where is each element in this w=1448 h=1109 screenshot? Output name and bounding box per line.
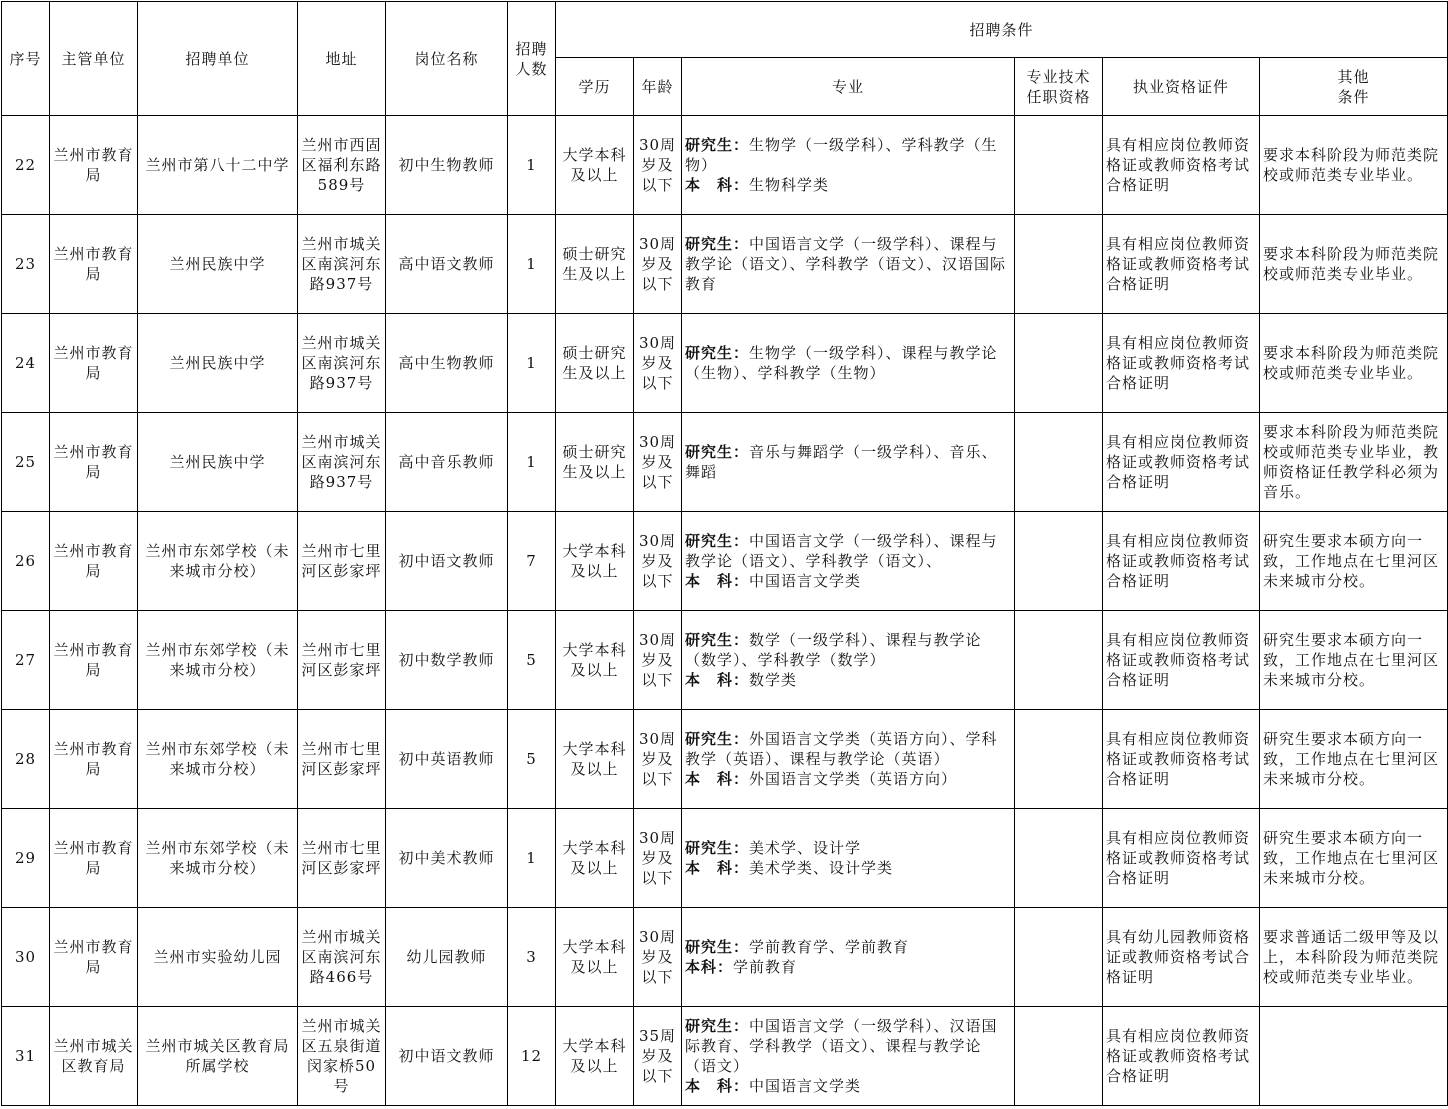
cell-dept: 兰州市教育局	[50, 512, 138, 611]
col-header-count-line2: 人数	[515, 59, 548, 78]
cell-position: 初中美术教师	[386, 809, 508, 908]
col-header-conditions: 招聘条件	[556, 2, 1448, 58]
cell-cert: 具有相应岗位教师资格证或教师资格考试合格证明	[1103, 1007, 1260, 1106]
cell-cert: 具有相应岗位教师资格证或教师资格考试合格证明	[1103, 512, 1260, 611]
cell-seq: 28	[2, 710, 50, 809]
cell-position: 初中语文教师	[386, 1007, 508, 1106]
cell-edu: 大学本科及以上	[556, 611, 634, 710]
cell-count: 12	[508, 1007, 556, 1106]
major-line-text: 学前教育学、学前教育	[749, 938, 910, 956]
table-row	[2, 116, 1448, 215]
cell-dept: 兰州市教育局	[50, 611, 138, 710]
major-line-label: 本 科：	[685, 572, 750, 590]
major-line	[685, 175, 1011, 195]
cell-unit: 兰州市东郊学校（未来城市分校）	[138, 611, 298, 710]
table-row	[2, 215, 1448, 314]
cell-count: 5	[508, 611, 556, 710]
major-line-label: 本科：	[685, 958, 734, 976]
cell-major	[682, 1007, 1015, 1106]
cell-unit: 兰州市东郊学校（未来城市分校）	[138, 710, 298, 809]
major-line	[685, 838, 1011, 858]
cell-unit: 兰州市东郊学校（未来城市分校）	[138, 809, 298, 908]
major-line	[685, 729, 1011, 769]
cell-other: 研究生要求本硕方向一致，工作地点在七里河区未来城市分校。	[1260, 611, 1448, 710]
cell-seq: 26	[2, 512, 50, 611]
major-line-label: 研究生：	[685, 235, 750, 253]
table-row	[2, 1007, 1448, 1106]
major-line-label: 本 科：	[685, 671, 750, 689]
major-line-label: 研究生：	[685, 443, 750, 461]
cell-title-req	[1015, 710, 1103, 809]
table-row	[2, 314, 1448, 413]
major-line-text: 数学类	[749, 671, 798, 689]
cell-other: 研究生要求本硕方向一致，工作地点在七里河区未来城市分校。	[1260, 512, 1448, 611]
major-line	[685, 1016, 1011, 1076]
major-line	[685, 769, 1011, 789]
cell-major	[682, 512, 1015, 611]
cell-count: 3	[508, 908, 556, 1007]
cell-position: 高中语文教师	[386, 215, 508, 314]
cell-dept: 兰州市教育局	[50, 116, 138, 215]
major-line	[685, 531, 1011, 571]
major-line-text: 音乐与舞蹈学（一级学科）、音乐、舞蹈	[685, 443, 998, 481]
cell-address: 兰州市西固区福利东路589号	[298, 116, 386, 215]
header-row-top	[2, 2, 1448, 58]
cell-unit: 兰州市东郊学校（未来城市分校）	[138, 512, 298, 611]
cell-edu: 大学本科及以上	[556, 116, 634, 215]
cell-count: 1	[508, 215, 556, 314]
cell-age: 30周岁及以下	[634, 809, 682, 908]
cell-age: 30周岁及以下	[634, 116, 682, 215]
cell-count: 1	[508, 116, 556, 215]
major-line-text: 中国语言文学类	[749, 572, 862, 590]
major-line-label: 研究生：	[685, 1017, 750, 1035]
cell-age: 30周岁及以下	[634, 611, 682, 710]
cell-major	[682, 314, 1015, 413]
cell-age: 30周岁及以下	[634, 512, 682, 611]
col-header-other	[1260, 58, 1448, 116]
major-line	[685, 858, 1011, 878]
cell-title-req	[1015, 116, 1103, 215]
cell-edu: 硕士研究生及以上	[556, 413, 634, 512]
cell-unit: 兰州民族中学	[138, 413, 298, 512]
major-line-text: 美术学类、设计学类	[749, 859, 894, 877]
major-line-label: 研究生：	[685, 532, 750, 550]
cell-other: 要求本科阶段为师范类院校或师范类专业毕业。	[1260, 215, 1448, 314]
cell-other: 研究生要求本硕方向一致，工作地点在七里河区未来城市分校。	[1260, 710, 1448, 809]
cell-position: 初中生物教师	[386, 116, 508, 215]
cell-count: 1	[508, 809, 556, 908]
cell-seq: 25	[2, 413, 50, 512]
cell-major	[682, 908, 1015, 1007]
cell-edu: 硕士研究生及以上	[556, 215, 634, 314]
major-line	[685, 957, 1011, 977]
cell-seq: 30	[2, 908, 50, 1007]
major-line-label: 研究生：	[685, 344, 750, 362]
cell-title-req	[1015, 809, 1103, 908]
cell-seq: 27	[2, 611, 50, 710]
cell-major	[682, 413, 1015, 512]
cell-age: 30周岁及以下	[634, 215, 682, 314]
cell-address: 兰州市城关区南滨河东路937号	[298, 215, 386, 314]
cell-other: 要求本科阶段为师范类院校或师范类专业毕业。	[1260, 314, 1448, 413]
col-header-unit: 招聘单位	[138, 2, 298, 116]
major-line-text: 中国语言文学类	[749, 1077, 862, 1095]
major-line-label: 研究生：	[685, 730, 750, 748]
major-line-label: 研究生：	[685, 631, 750, 649]
major-line	[685, 571, 1011, 591]
cell-major	[682, 611, 1015, 710]
cell-seq: 31	[2, 1007, 50, 1106]
cell-address: 兰州市七里河区彭家坪	[298, 611, 386, 710]
cell-cert: 具有相应岗位教师资格证或教师资格考试合格证明	[1103, 413, 1260, 512]
major-line-text: 美术学、设计学	[749, 839, 862, 857]
cell-count: 5	[508, 710, 556, 809]
major-line-text: 中国语言文学（一级学科）、课程与教学论（语文）、学科教学（语文）、	[685, 532, 998, 570]
cell-address: 兰州市城关区南滨河东路937号	[298, 413, 386, 512]
major-line	[685, 442, 1011, 482]
col-header-title-line1: 专业技术	[1026, 67, 1091, 86]
cell-address: 兰州市七里河区彭家坪	[298, 809, 386, 908]
cell-dept: 兰州市教育局	[50, 215, 138, 314]
cell-position: 初中语文教师	[386, 512, 508, 611]
cell-seq: 29	[2, 809, 50, 908]
cell-dept: 兰州市教育局	[50, 710, 138, 809]
cell-title-req	[1015, 611, 1103, 710]
cell-age: 30周岁及以下	[634, 413, 682, 512]
cell-position: 高中音乐教师	[386, 413, 508, 512]
cell-position: 初中数学教师	[386, 611, 508, 710]
major-line-text: 外国语言文学类（英语方向）、学科教学（英语）、课程与教学论（英语）	[685, 730, 998, 768]
cell-dept: 兰州市教育局	[50, 413, 138, 512]
col-header-major: 专业	[682, 58, 1015, 116]
cell-cert: 具有相应岗位教师资格证或教师资格考试合格证明	[1103, 710, 1260, 809]
cell-cert: 具有相应岗位教师资格证或教师资格考试合格证明	[1103, 215, 1260, 314]
major-line-text: 生物学（一级学科）、学科教学（生物）	[685, 136, 998, 174]
cell-address: 兰州市七里河区彭家坪	[298, 512, 386, 611]
major-line	[685, 135, 1011, 175]
major-line-text: 生物科学类	[749, 176, 830, 194]
major-line-label: 研究生：	[685, 839, 750, 857]
cell-dept: 兰州市教育局	[50, 809, 138, 908]
major-line-label: 研究生：	[685, 136, 750, 154]
col-header-edu: 学历	[556, 58, 634, 116]
cell-other: 要求本科阶段为师范类院校或师范类专业毕业，教师资格证任教学科必须为音乐。	[1260, 413, 1448, 512]
cell-dept: 兰州市教育局	[50, 908, 138, 1007]
cell-other: 要求普通话二级甲等及以上，本科阶段为师范类院校或师范类专业毕业。	[1260, 908, 1448, 1007]
major-line	[685, 343, 1011, 383]
col-header-address: 地址	[298, 2, 386, 116]
cell-edu: 大学本科及以上	[556, 809, 634, 908]
col-header-count-line1: 招聘	[515, 39, 548, 58]
major-line-text: 生物学（一级学科）、课程与教学论（生物）、学科教学（生物）	[685, 344, 998, 382]
major-line	[685, 1076, 1011, 1096]
cell-major	[682, 215, 1015, 314]
major-line-text: 数学（一级学科）、课程与教学论（数学）、学科教学（数学）	[685, 631, 982, 669]
cell-position: 高中生物教师	[386, 314, 508, 413]
major-line-label: 本 科：	[685, 176, 750, 194]
col-header-age: 年龄	[634, 58, 682, 116]
cell-edu: 硕士研究生及以上	[556, 314, 634, 413]
major-line-label: 研究生：	[685, 938, 750, 956]
cell-unit: 兰州市城关区教育局所属学校	[138, 1007, 298, 1106]
cell-other: 研究生要求本硕方向一致，工作地点在七里河区未来城市分校。	[1260, 809, 1448, 908]
major-line-label: 本 科：	[685, 1077, 750, 1095]
cell-seq: 22	[2, 116, 50, 215]
col-header-seq: 序号	[2, 2, 50, 116]
cell-position: 幼儿园教师	[386, 908, 508, 1007]
col-header-title-line2: 任职资格	[1026, 87, 1091, 106]
cell-position: 初中英语教师	[386, 710, 508, 809]
major-line-text: 学前教育	[733, 958, 798, 976]
table-row	[2, 413, 1448, 512]
col-header-other-line1: 其他	[1337, 67, 1370, 86]
col-header-title-req	[1015, 58, 1103, 116]
cell-count: 1	[508, 314, 556, 413]
table-row	[2, 809, 1448, 908]
cell-cert: 具有相应岗位教师资格证或教师资格考试合格证明	[1103, 611, 1260, 710]
cell-title-req	[1015, 1007, 1103, 1106]
table-row	[2, 908, 1448, 1007]
cell-major	[682, 116, 1015, 215]
cell-address: 兰州市城关区南滨河东路937号	[298, 314, 386, 413]
table-row	[2, 710, 1448, 809]
major-line-text: 中国语言文学（一级学科）、课程与教学论（语文）、学科教学（语文）、汉语国际教育	[685, 235, 1007, 293]
cell-title-req	[1015, 314, 1103, 413]
table-row	[2, 611, 1448, 710]
cell-edu: 大学本科及以上	[556, 1007, 634, 1106]
table-body	[2, 116, 1448, 1106]
cell-other: 要求本科阶段为师范类院校或师范类专业毕业。	[1260, 116, 1448, 215]
cell-count: 7	[508, 512, 556, 611]
cell-age: 35周岁及以下	[634, 1007, 682, 1106]
cell-address: 兰州市七里河区彭家坪	[298, 710, 386, 809]
cell-major	[682, 809, 1015, 908]
cell-unit: 兰州民族中学	[138, 215, 298, 314]
col-header-cert: 执业资格证件	[1103, 58, 1260, 116]
cell-title-req	[1015, 512, 1103, 611]
col-header-other-line2: 条件	[1337, 87, 1370, 106]
cell-title-req	[1015, 215, 1103, 314]
major-line-text: 中国语言文学（一级学科）、汉语国际教育、学科教学（语文）、课程与教学论（语文）	[685, 1017, 998, 1075]
cell-other	[1260, 1007, 1448, 1106]
cell-unit: 兰州市实验幼儿园	[138, 908, 298, 1007]
major-line	[685, 234, 1011, 294]
cell-dept: 兰州市城关区教育局	[50, 1007, 138, 1106]
major-line	[685, 937, 1011, 957]
cell-address: 兰州市城关区南滨河东路466号	[298, 908, 386, 1007]
col-header-position: 岗位名称	[386, 2, 508, 116]
major-line-label: 本 科：	[685, 770, 750, 788]
cell-unit: 兰州民族中学	[138, 314, 298, 413]
cell-seq: 24	[2, 314, 50, 413]
cell-age: 30周岁及以下	[634, 710, 682, 809]
cell-cert: 具有相应岗位教师资格证或教师资格考试合格证明	[1103, 809, 1260, 908]
cell-unit: 兰州市第八十二中学	[138, 116, 298, 215]
cell-edu: 大学本科及以上	[556, 908, 634, 1007]
cell-dept: 兰州市教育局	[50, 314, 138, 413]
cell-count: 1	[508, 413, 556, 512]
table-row	[2, 512, 1448, 611]
cell-major	[682, 710, 1015, 809]
cell-age: 30周岁及以下	[634, 908, 682, 1007]
cell-cert: 具有幼儿园教师资格证或教师资格考试合格证明	[1103, 908, 1260, 1007]
recruitment-table	[1, 1, 1448, 1106]
cell-seq: 23	[2, 215, 50, 314]
cell-edu: 大学本科及以上	[556, 512, 634, 611]
cell-cert: 具有相应岗位教师资格证或教师资格考试合格证明	[1103, 116, 1260, 215]
cell-edu: 大学本科及以上	[556, 710, 634, 809]
major-line	[685, 630, 1011, 670]
cell-title-req	[1015, 413, 1103, 512]
cell-address: 兰州市城关区五泉街道闵家桥50号	[298, 1007, 386, 1106]
major-line-label: 本 科：	[685, 859, 750, 877]
cell-age: 30周岁及以下	[634, 314, 682, 413]
cell-cert: 具有相应岗位教师资格证或教师资格考试合格证明	[1103, 314, 1260, 413]
col-header-count	[508, 2, 556, 116]
major-line-text: 外国语言文学类（英语方向）	[749, 770, 958, 788]
col-header-dept: 主管单位	[50, 2, 138, 116]
cell-title-req	[1015, 908, 1103, 1007]
major-line	[685, 670, 1011, 690]
